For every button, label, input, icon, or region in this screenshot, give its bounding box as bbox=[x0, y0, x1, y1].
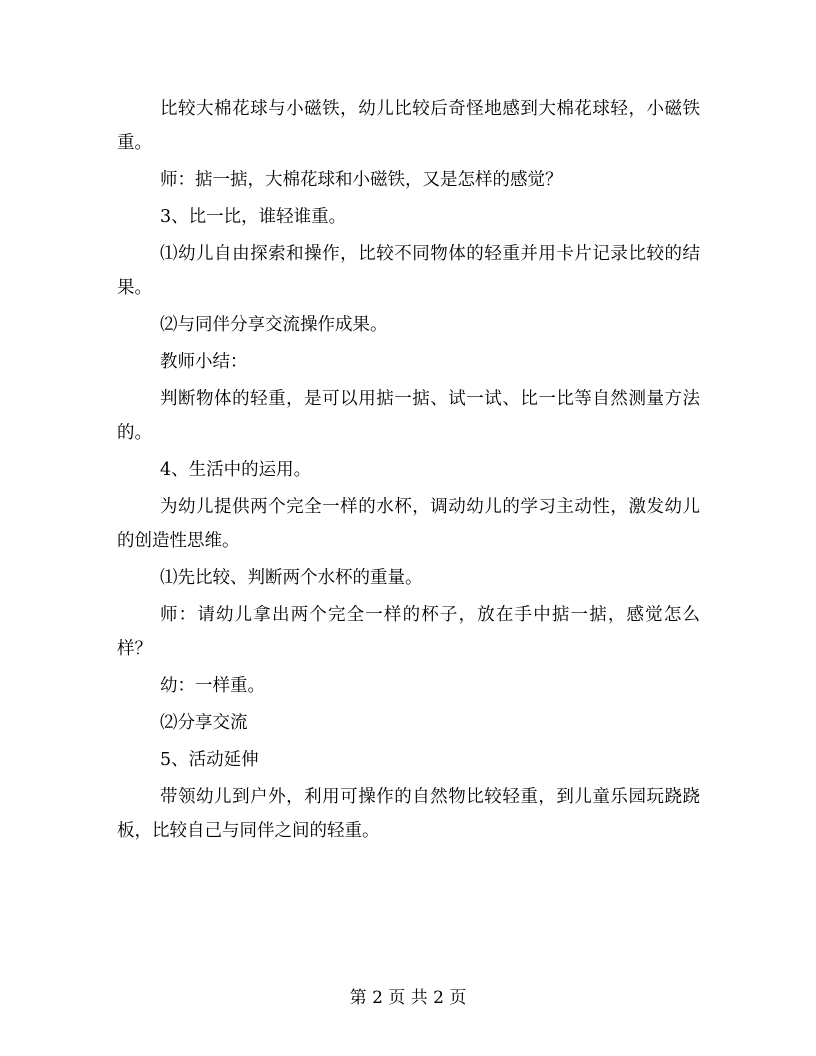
paragraph: ⑴先比较、判断两个水杯的重量。 bbox=[160, 568, 423, 588]
section-heading: 4、生活中的运用。 bbox=[160, 460, 312, 480]
section-heading: 3、比一比，谁轻谁重。 bbox=[160, 207, 347, 227]
paragraph: ⑵与同伴分享交流操作成果。 bbox=[160, 315, 388, 335]
paragraph: 为幼儿提供两个完全一样的水杯，调动幼儿的学习主动性，激发幼儿的创造性思维。 bbox=[117, 497, 700, 551]
paragraph: 师：请幼儿拿出两个完全一样的杯子，放在手中掂一掂，感觉怎么样？ bbox=[117, 605, 700, 659]
paragraph: 带领幼儿到户外，利用可操作的自然物比较轻重，到儿童乐园玩跷跷板，比较自己与同伴之间的轻重。 bbox=[117, 787, 700, 841]
document-body bbox=[117, 92, 700, 848]
paragraph: 教师小结： bbox=[160, 352, 248, 372]
paragraph: ⑴幼儿自由探索和操作，比较不同物体的轻重并用卡片记录比较的结果。 bbox=[117, 244, 700, 298]
paragraph: 师：掂一掂，大棉花球和小磁铁，又是怎样的感觉？ bbox=[160, 170, 563, 190]
paragraph: 幼：一样重。 bbox=[160, 676, 265, 696]
paragraph: 判断物体的轻重，是可以用掂一掂、试一试、比一比等自然测量方法的。 bbox=[117, 389, 700, 443]
section-heading: 5、活动延伸 bbox=[160, 750, 259, 770]
paragraph: 比较大棉花球与小磁铁，幼儿比较后奇怪地感到大棉花球轻，小磁铁重。 bbox=[117, 99, 700, 153]
page-number-footer: 第 2 页 共 2 页 bbox=[349, 988, 467, 1008]
paragraph: ⑵分享交流 bbox=[160, 713, 248, 733]
